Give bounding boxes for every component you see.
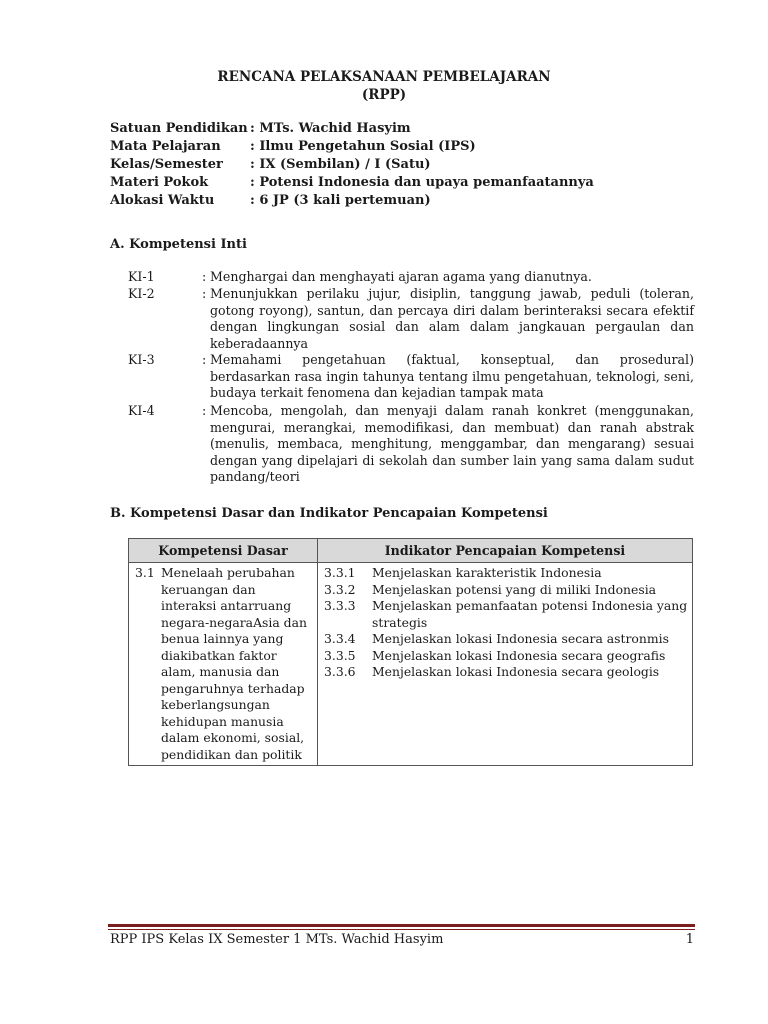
identity-value: : 6 JP (3 kali pertemuan) [250, 193, 431, 208]
identity-label: Materi Pokok [110, 175, 209, 190]
indicator-item [324, 582, 688, 599]
indicator-number: 3.3.3 [324, 598, 356, 613]
section-a-heading: A. Kompetensi Inti [110, 237, 247, 252]
ki-text: Mencoba, mengolah, dan menyaji dalam ranah konkret (menggunakan, mengurai, merangkai, memodifikasi, dan membuat) dan ranah abstrak (menulis, membaca, menghitung, menggambar, dan mengarang) sesuai dengan yang dipelajari di sekolah dan sumber lain yang sama dalam sudut pandang/teori [210, 403, 694, 484]
identity-value: : Potensi Indonesia dan upaya pemanfaatannya [250, 175, 594, 190]
footer-text: RPP IPS Kelas IX Semester 1 MTs. Wachid Hasyim [110, 932, 444, 947]
identity-label: Satuan Pendidikan [110, 121, 248, 136]
ki-colon: : [202, 403, 207, 418]
ki-item-2 [128, 286, 694, 352]
ki-text: Menghargai dan menghayati ajaran agama yang dianutnya. [210, 269, 592, 284]
ki-item-1 [128, 269, 694, 286]
ki-code: KI-4 [128, 403, 155, 418]
table-header-row [129, 539, 693, 563]
indicator-text: Menjelaskan lokasi Indonesia secara geologis [372, 664, 660, 679]
indicator-number: 3.3.6 [324, 664, 356, 679]
kd-text: Menelaah perubahan keruangan dan interaksi antarruang negara-negaraAsia dan benua lainnya yang diakibatkan faktor alam, manusia dan pengaruhnya terhadap keberlangsungan kehidupan manusia dalam ekonomi, sosial, pendidikan dan politik [161, 565, 307, 762]
identity-block [110, 120, 594, 210]
page-footer [110, 932, 694, 947]
indicator-text: Menjelaskan potensi yang di miliki Indonesia [372, 581, 657, 597]
identity-value: : IX (Sembilan) / I (Satu) [250, 157, 431, 172]
indicator-number: 3.3.4 [324, 631, 356, 646]
indicator-text: Menjelaskan lokasi Indonesia secara astronmis [372, 631, 669, 646]
table-header-indicator: Indikator Pencapaian Kompetensi [318, 539, 693, 563]
kd-number: 3.1 [135, 565, 155, 580]
ki-text: Memahami pengetahuan (faktual, konseptual, dan prosedural) berdasarkan rasa ingin tahunya tentang ilmu pengetahuan, teknologi, seni, budaya terkait fenomena dan kejadian tampak mata [210, 352, 694, 400]
section-b-heading: B. Kompetensi Dasar dan Indikator Pencapaian Kompetensi [110, 506, 548, 521]
indicator-item [324, 631, 688, 648]
indicator-item [324, 664, 688, 681]
identity-label: Kelas/Semester [110, 157, 223, 172]
identity-value: : Ilmu Pengetahun Sosial (IPS) [250, 139, 476, 154]
identity-row [110, 192, 594, 210]
indicator-text: Menjelaskan karakteristik Indonesia [372, 565, 602, 580]
indicator-item [324, 648, 688, 665]
ki-code: KI-1 [128, 269, 155, 284]
ki-colon: : [202, 286, 207, 301]
document-title: RENCANA PELAKSANAAN PEMBELAJARAN [217, 69, 551, 85]
footer-rule-thin [108, 929, 695, 930]
identity-row [110, 138, 594, 156]
ki-code: KI-2 [128, 286, 155, 301]
ki-colon: : [202, 269, 207, 284]
ki-code: KI-3 [128, 352, 155, 367]
ki-item-4 [128, 403, 694, 486]
table-row [129, 563, 693, 766]
identity-label: Mata Pelajaran [110, 139, 221, 154]
indicator-item [324, 598, 688, 631]
indicator-text: Menjelaskan pemanfaatan potensi Indonesia yang strategis [372, 598, 688, 630]
document-subtitle: (RPP) [361, 87, 407, 103]
indicator-item [324, 565, 688, 582]
identity-row [110, 174, 594, 192]
identity-row [110, 156, 594, 174]
ki-item-3 [128, 352, 694, 402]
kd-cell [129, 563, 318, 766]
competency-table [128, 538, 693, 766]
indicator-number: 3.3.1 [324, 565, 356, 580]
identity-value: : MTs. Wachid Hasyim [250, 121, 411, 136]
identity-label: Alokasi Waktu [110, 193, 215, 208]
indicator-text: Menjelaskan lokasi Indonesia secara geografis [372, 647, 666, 663]
table-header-kd: Kompetensi Dasar [129, 539, 318, 563]
ki-text: Menunjukkan perilaku jujur, disiplin, tanggung jawab, peduli (toleran, gotong royong), santun, dan percaya diri dalam berinteraksi secara efektif dengan lingkungan sosial dan alam dalam jangkauan pergaulan dan keberadaannya [210, 286, 694, 351]
identity-row [110, 120, 594, 138]
footer-rule-thick [108, 924, 695, 927]
indicator-cell [318, 563, 693, 766]
ki-colon: : [202, 352, 207, 367]
page-number: 1 [685, 932, 694, 947]
indicator-number: 3.3.2 [324, 581, 356, 597]
indicator-number: 3.3.5 [324, 647, 356, 663]
